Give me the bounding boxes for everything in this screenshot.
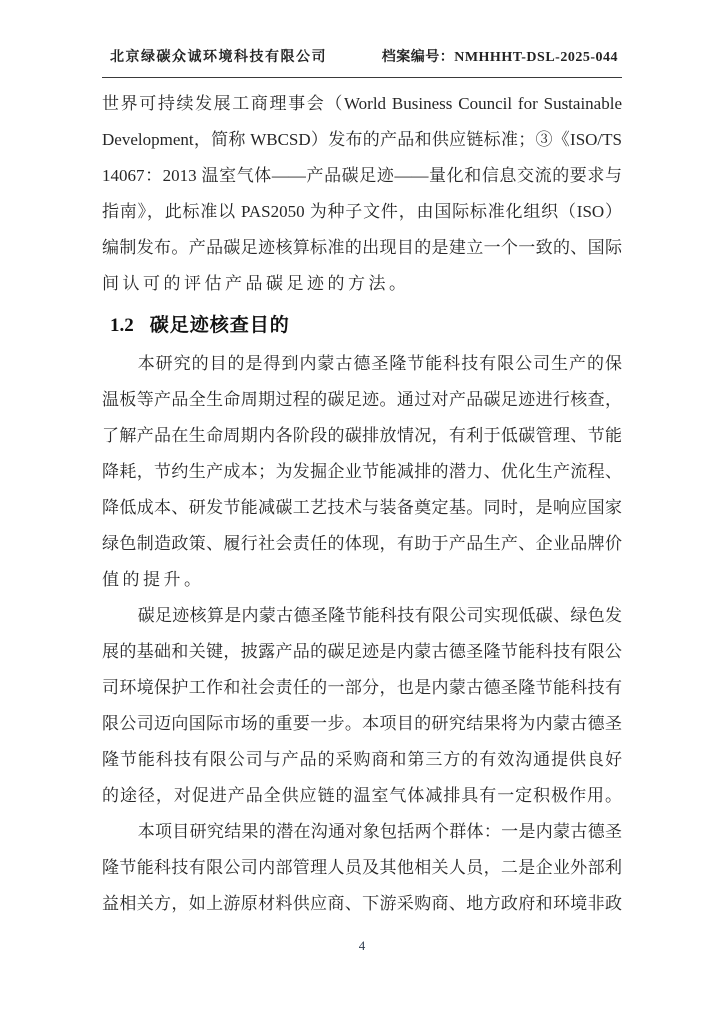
file-number-value: NMHHHT-DSL-2025-044 (454, 50, 618, 65)
page-header (102, 48, 622, 78)
text-line: 绿色制造政策、履行社会责任的体现，有助于产品生产、企业品牌价 (102, 534, 622, 553)
text-line: 的途径，对促进产品全供应链的温室气体减排具有一定积极作用。 (102, 786, 622, 805)
file-number-label: 档案编号： (381, 50, 455, 65)
text-line: 值的提升。 (102, 570, 205, 589)
text-line: 司环境保护工作和社会责任的一部分，也是内蒙古德圣隆节能科技有 (102, 678, 622, 697)
text-line: 指南》，此标准以 PAS2050 为种子文件，由国际标准化组织（ISO） (102, 202, 622, 221)
text-line: 隆节能科技有限公司内部管理人员及其他相关人员，二是企业外部利 (102, 858, 622, 877)
text-line: 14067：2013 温室气体——产品碳足迹——量化和信息交流的要求与 (102, 166, 622, 185)
text-line: 展的基础和关键，披露产品的碳足迹是内蒙古德圣隆节能科技有限公 (102, 642, 622, 661)
text-line: 温板等产品全生命周期过程的碳足迹。通过对产品碳足迹进行核查， (102, 390, 622, 409)
section-heading-1-2 (102, 306, 622, 346)
text-line: 编制发布。产品碳足迹核算标准的出现目的是建立一个一致的、国际 (102, 238, 622, 257)
document-body (102, 86, 622, 922)
paragraph-audience (102, 814, 622, 922)
text-line: 本研究的目的是得到内蒙古德圣隆节能科技有限公司生产的保 (137, 354, 622, 373)
header-file-number (382, 48, 618, 68)
header-company-name: 北京绿碳众诚环境科技有限公司 (110, 50, 327, 65)
section-number: 1.2 (110, 315, 134, 336)
text-line: Development，简称 WBCSD）发布的产品和供应链标准；③《ISO/TS (102, 130, 622, 149)
paragraph-purpose (102, 346, 622, 598)
text-line: 限公司迈向国际市场的重要一步。本项目的研究结果将为内蒙古德圣 (102, 714, 622, 733)
section-title: 碳足迹核查目的 (149, 315, 290, 336)
paragraph-continuation (102, 86, 622, 302)
text-line: 本项目研究结果的潜在沟通对象包括两个群体：一是内蒙古德圣 (137, 822, 622, 841)
text-line: 益相关方，如上游原材料供应商、下游采购商、地方政府和环境非政 (102, 894, 622, 913)
text-line: 隆节能科技有限公司与产品的采购商和第三方的有效沟通提供良好 (102, 750, 622, 769)
text-line: 间认可的评估产品碳足迹的方法。 (102, 274, 410, 293)
page-number: 4 (358, 938, 366, 953)
text-line: 降低成本、研发节能减碳工艺技术与装备奠定基。同时，是响应国家 (102, 498, 622, 517)
text-line: 降耗，节约生产成本；为发掘企业节能减排的潜力、优化生产流程、 (102, 462, 622, 481)
text-line: 碳足迹核算是内蒙古德圣隆节能科技有限公司实现低碳、绿色发 (137, 606, 622, 625)
text-line: 世界可持续发展工商理事会（World Business Council for Sustainable (102, 94, 622, 113)
paragraph-accounting (102, 598, 622, 814)
text-line: 了解产品在生命周期内各阶段的碳排放情况，有利于低碳管理、节能 (102, 426, 622, 445)
